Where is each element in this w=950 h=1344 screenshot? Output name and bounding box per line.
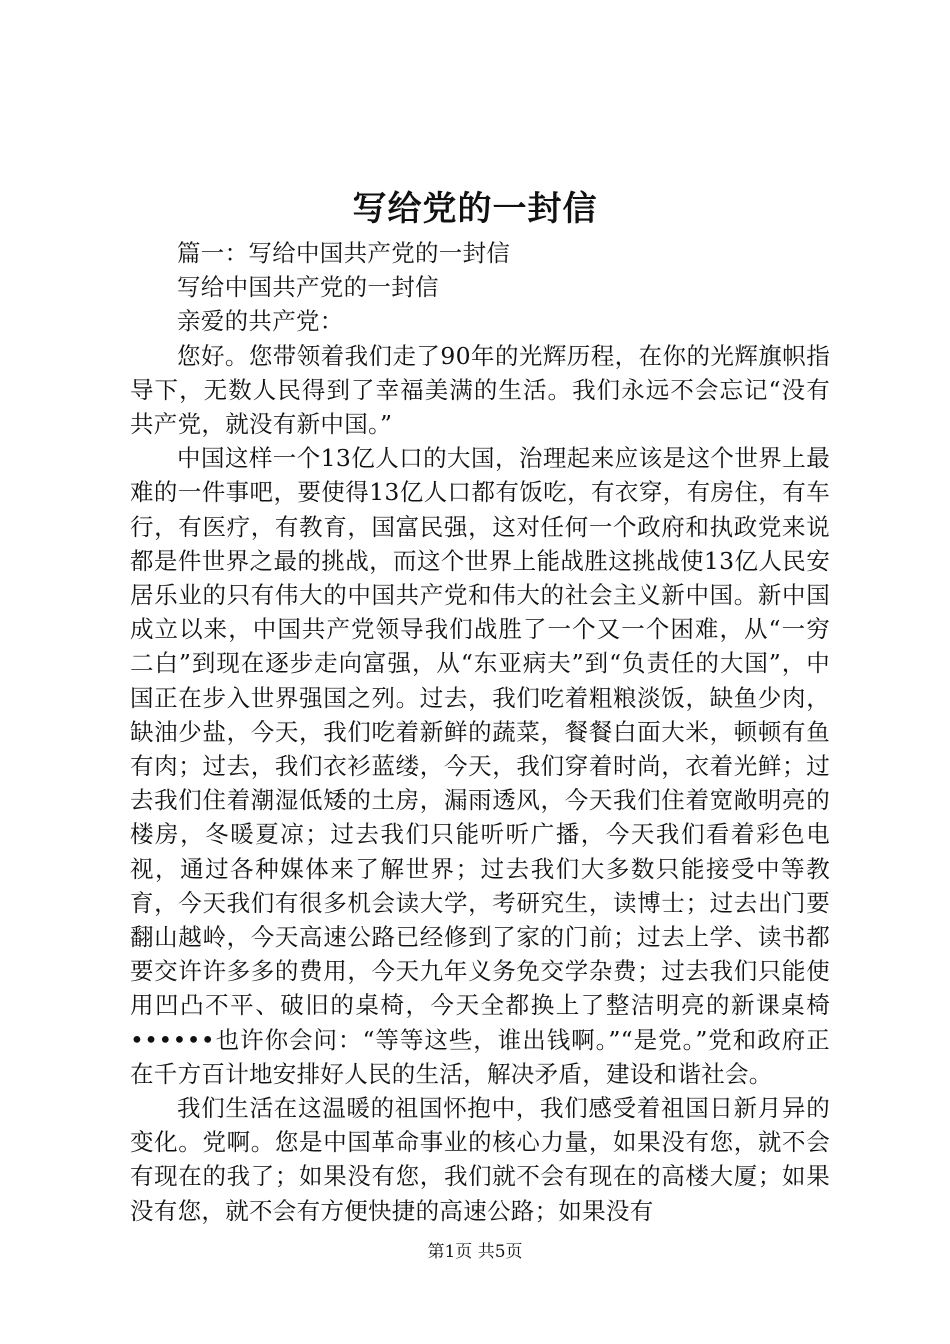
paragraph: 我们生活在这温暖的祖国怀抱中，我们感受着祖国日新月异的变化。党啊。您是中国革命事业的核心力量，如果没有您，就不会有现在的我了；如果没有您，我们就不会有现在的高楼大厦；如果没有您，就不会有方便快捷的高速公路；如果没有 <box>130 1094 830 1225</box>
paragraph: 中国这样一个13亿人口的大国，治理起来应该是这个世界上最难的一件事吧，要使得13亿人口都有饭吃，有衣穿，有房住，有车行，有医疗，有教育，国富民强，这对任何一个政府和执政党来说都是件世界之最的挑战，而这个世界上能战胜这挑战使13亿人民安居乐业的只有伟大的中国共产党和伟大的社会主义新中国。新中国成立以来，中国共产党领导我们战胜了一个又一个困难，从“一穷二白”到现在逐步走向富强，从“东亚病夫”到“负责任的大国”，中国正在步入世界强国之列。过去，我们吃着粗粮淡饭，缺鱼少肉，缺油少盐，今天，我们吃着新鲜的蔬菜，餐餐白面大米，顿顿有鱼有肉；过去，我们衣衫蓝缕，今天，我们穿着时尚，衣着光鲜；过去我们住着潮湿低矮的土房，漏雨透风，今天我们住着宽敞明亮的楼房，冬暖夏凉；过去我们只能听听广播，今天我们看着彩色电视，通过各种媒体来了解世界；过去我们大多数只能接受中等教育，今天我们有很多机会读大学，考研究生，读博士；过去出门要翻山越岭，今天高速公路已经修到了家的门前；过去上学、读书都要交许许多多的费用，今天九年义务免交学杂费；过去我们只能使用凹凸不平、破旧的桌椅，今天全都换上了整洁明亮的新课桌椅••••••也许你会问：“等等这些，谁出钱啊。”“是党。”党和政府正在千方百计地安排好人民的生活，解决矛盾，建设和谐社会。 <box>130 444 830 1088</box>
salutation: 亲爱的共产党： <box>177 307 344 336</box>
page-footer: 第1页 共5页 <box>427 1242 523 1262</box>
section-heading: 篇一：写给中国共产党的一封信 <box>177 239 511 267</box>
letter-title: 写给中国共产党的一封信 <box>177 273 439 302</box>
document-body <box>130 236 830 1228</box>
document-title: 写给党的一封信 <box>352 189 598 229</box>
paragraph: 您好。您带领着我们走了90年的光辉历程，在你的光辉旗帜指导下，无数人民得到了幸福美满的生活。我们永远不会忘记“没有共产党，就没有新中国。” <box>130 341 830 439</box>
